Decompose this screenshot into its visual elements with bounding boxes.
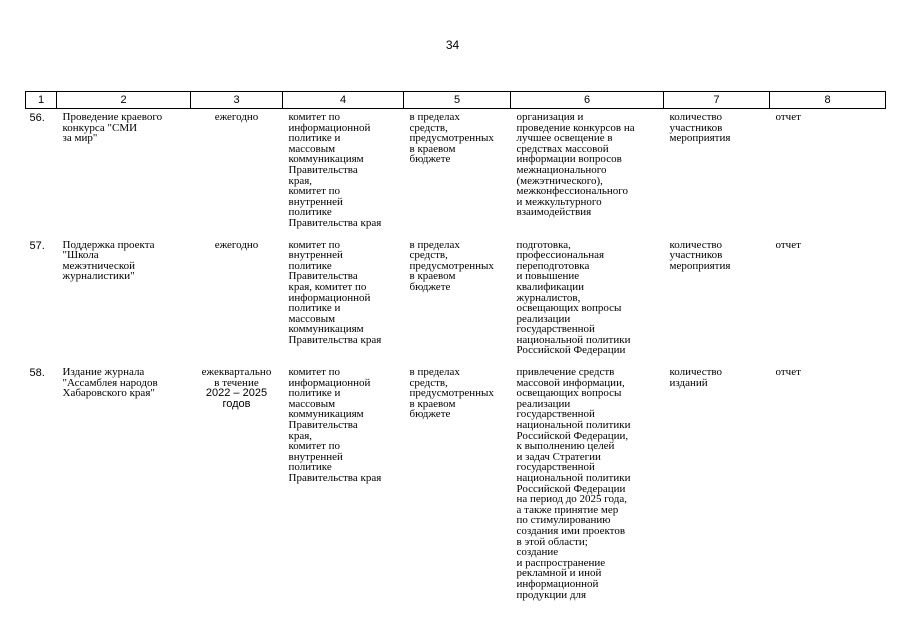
- measure-report: отчет: [775, 366, 801, 379]
- measures-table: [25, 91, 886, 608]
- measure-funding: в пределах средств, предусмотренных в краевом бюджете: [409, 111, 494, 166]
- col-header-7: 7: [664, 92, 770, 109]
- measure-name: Проведение краевого конкурса "СМИ за мир": [62, 111, 163, 145]
- row-number: 56.: [29, 112, 45, 124]
- measure-funding: в пределах средств, предусмотренных в краевом бюджете: [409, 238, 494, 293]
- measure-executor: комитет по информационной политике и массовым коммуникациям Правительства края, комитет по внутренней политике Правительства края: [288, 366, 382, 484]
- header-row: [26, 92, 886, 109]
- period-text: ежеквартально в течение: [201, 366, 272, 389]
- col-header-8: 8: [770, 92, 886, 109]
- measure-report: отчет: [775, 111, 801, 123]
- measure-executor: комитет по внутренней политике Правительства края, комитет по информационной политике и массовым коммуникациям Правительства края: [288, 238, 382, 346]
- col-header-4: 4: [283, 92, 404, 109]
- row-number: 57.: [29, 239, 45, 252]
- measure-result: подготовка, профессиональная переподготовка и повышение квалификации журналистов, освещающих вопросы реализации государственной национальной политики Российской Федерации: [516, 238, 631, 357]
- col-header-6: 6: [511, 92, 664, 109]
- measure-name: Поддержка проекта "Школа межэтнической журналистики": [62, 238, 155, 283]
- measure-indicator: количество участников мероприятия: [669, 111, 731, 145]
- measure-result: организация и проведение конкурсов на лучшее освещение в средствах массовой информации вопросов межнационального (межэтнического), межконфессионального и межкультурного взаимодействия: [516, 111, 635, 219]
- table-row: [26, 364, 886, 608]
- col-header-1: 1: [26, 92, 57, 109]
- measure-funding: в пределах средств, предусмотренных в краевом бюджете: [409, 366, 494, 421]
- col-header-5: 5: [404, 92, 511, 109]
- col-header-2: 2: [57, 92, 191, 109]
- period-years: 2022 – 2025: [205, 387, 268, 400]
- measure-period: [191, 364, 283, 608]
- row-number: 58.: [29, 367, 45, 380]
- measure-indicator: количество изданий: [669, 366, 723, 389]
- measure-report: отчет: [775, 238, 801, 251]
- measure-name: Издание журнала "Ассамблея народов Хабаровского края": [62, 366, 158, 400]
- table-row: [26, 237, 886, 365]
- measure-period: ежегодно: [214, 111, 259, 123]
- period-years-word: годов: [222, 397, 251, 410]
- table-row: [26, 109, 886, 237]
- measure-result: привлечение средств массовой информации, освещающих вопросы реализации государственной национальной политики Российской Федерации, к выполнению целей и задач Стратегии государственной национальной политики Российской Федерации на период до 2025 года, а также принятие мер по стимулированию создания ими проектов в этой области; создание и распространение рекламной и иной информационной продукции для: [516, 366, 631, 601]
- page-number: 34: [445, 38, 460, 52]
- measure-indicator: количество участников мероприятия: [669, 238, 731, 272]
- col-header-3: 3: [191, 92, 283, 109]
- measure-period: ежегодно: [214, 238, 259, 251]
- measure-executor: комитет по информационной политике и массовым коммуникациям Правительства края, комитет по внутренней политике Правительства края: [288, 111, 382, 229]
